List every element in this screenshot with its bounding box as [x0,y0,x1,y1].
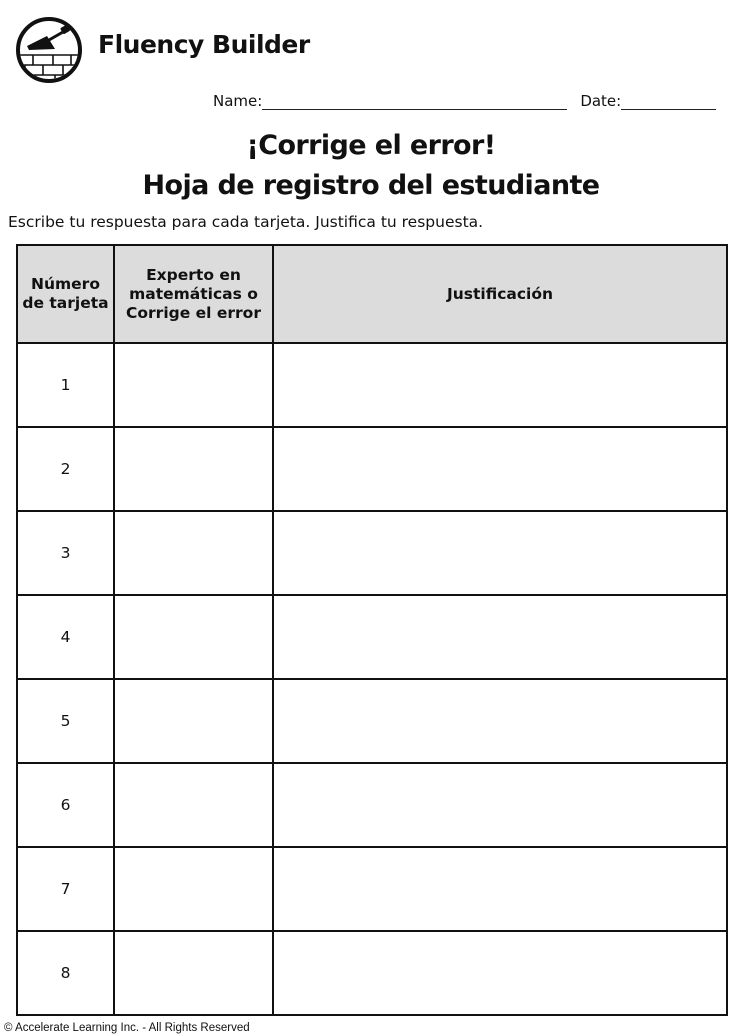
justification-cell[interactable] [273,511,727,595]
table-row [17,931,727,1015]
table-row [17,511,727,595]
date-label: Date: [580,92,622,110]
copyright-footer: © Accelerate Learning Inc. - All Rights Reserved [4,1022,250,1034]
justification-cell[interactable] [273,595,727,679]
name-label: Name: [213,92,263,110]
card-number-cell: 1 [17,343,114,427]
card-number-cell: 5 [17,679,114,763]
header-card-number: Número de tarjeta [17,245,114,343]
worksheet-title: ¡Corrige el error! [246,130,496,161]
worksheet-subtitle: Hoja de registro del estudiante [142,170,600,201]
table-row [17,427,727,511]
fluency-builder-logo-icon [15,16,83,84]
instructions-text: Escribe tu respuesta para cada tarjeta. Justifica tu respuesta. [8,213,484,231]
justification-cell[interactable] [273,847,727,931]
card-number-cell: 4 [17,595,114,679]
date-field[interactable] [621,95,716,110]
table-row [17,847,727,931]
table-header-row [17,245,727,343]
card-number-cell: 8 [17,931,114,1015]
justification-cell[interactable] [273,679,727,763]
answer-cell[interactable] [114,763,273,847]
name-field[interactable] [262,95,567,110]
table-row [17,343,727,427]
header-expert-or-correct: Experto en matemáticas o Corrige el error [114,245,273,343]
answer-cell[interactable] [114,847,273,931]
table-row [17,595,727,679]
header-justification: Justificación [273,245,727,343]
card-number-cell: 7 [17,847,114,931]
student-record-table [16,244,728,1016]
table-row [17,763,727,847]
card-number-cell: 2 [17,427,114,511]
answer-cell[interactable] [114,931,273,1015]
justification-cell[interactable] [273,343,727,427]
justification-cell[interactable] [273,763,727,847]
justification-cell[interactable] [273,931,727,1015]
brand-name: Fluency Builder [98,30,310,59]
name-date-row [213,92,716,110]
answer-cell[interactable] [114,595,273,679]
justification-cell[interactable] [273,427,727,511]
table-row [17,679,727,763]
answer-cell[interactable] [114,343,273,427]
card-number-cell: 3 [17,511,114,595]
answer-cell[interactable] [114,511,273,595]
answer-cell[interactable] [114,679,273,763]
answer-cell[interactable] [114,427,273,511]
card-number-cell: 6 [17,763,114,847]
